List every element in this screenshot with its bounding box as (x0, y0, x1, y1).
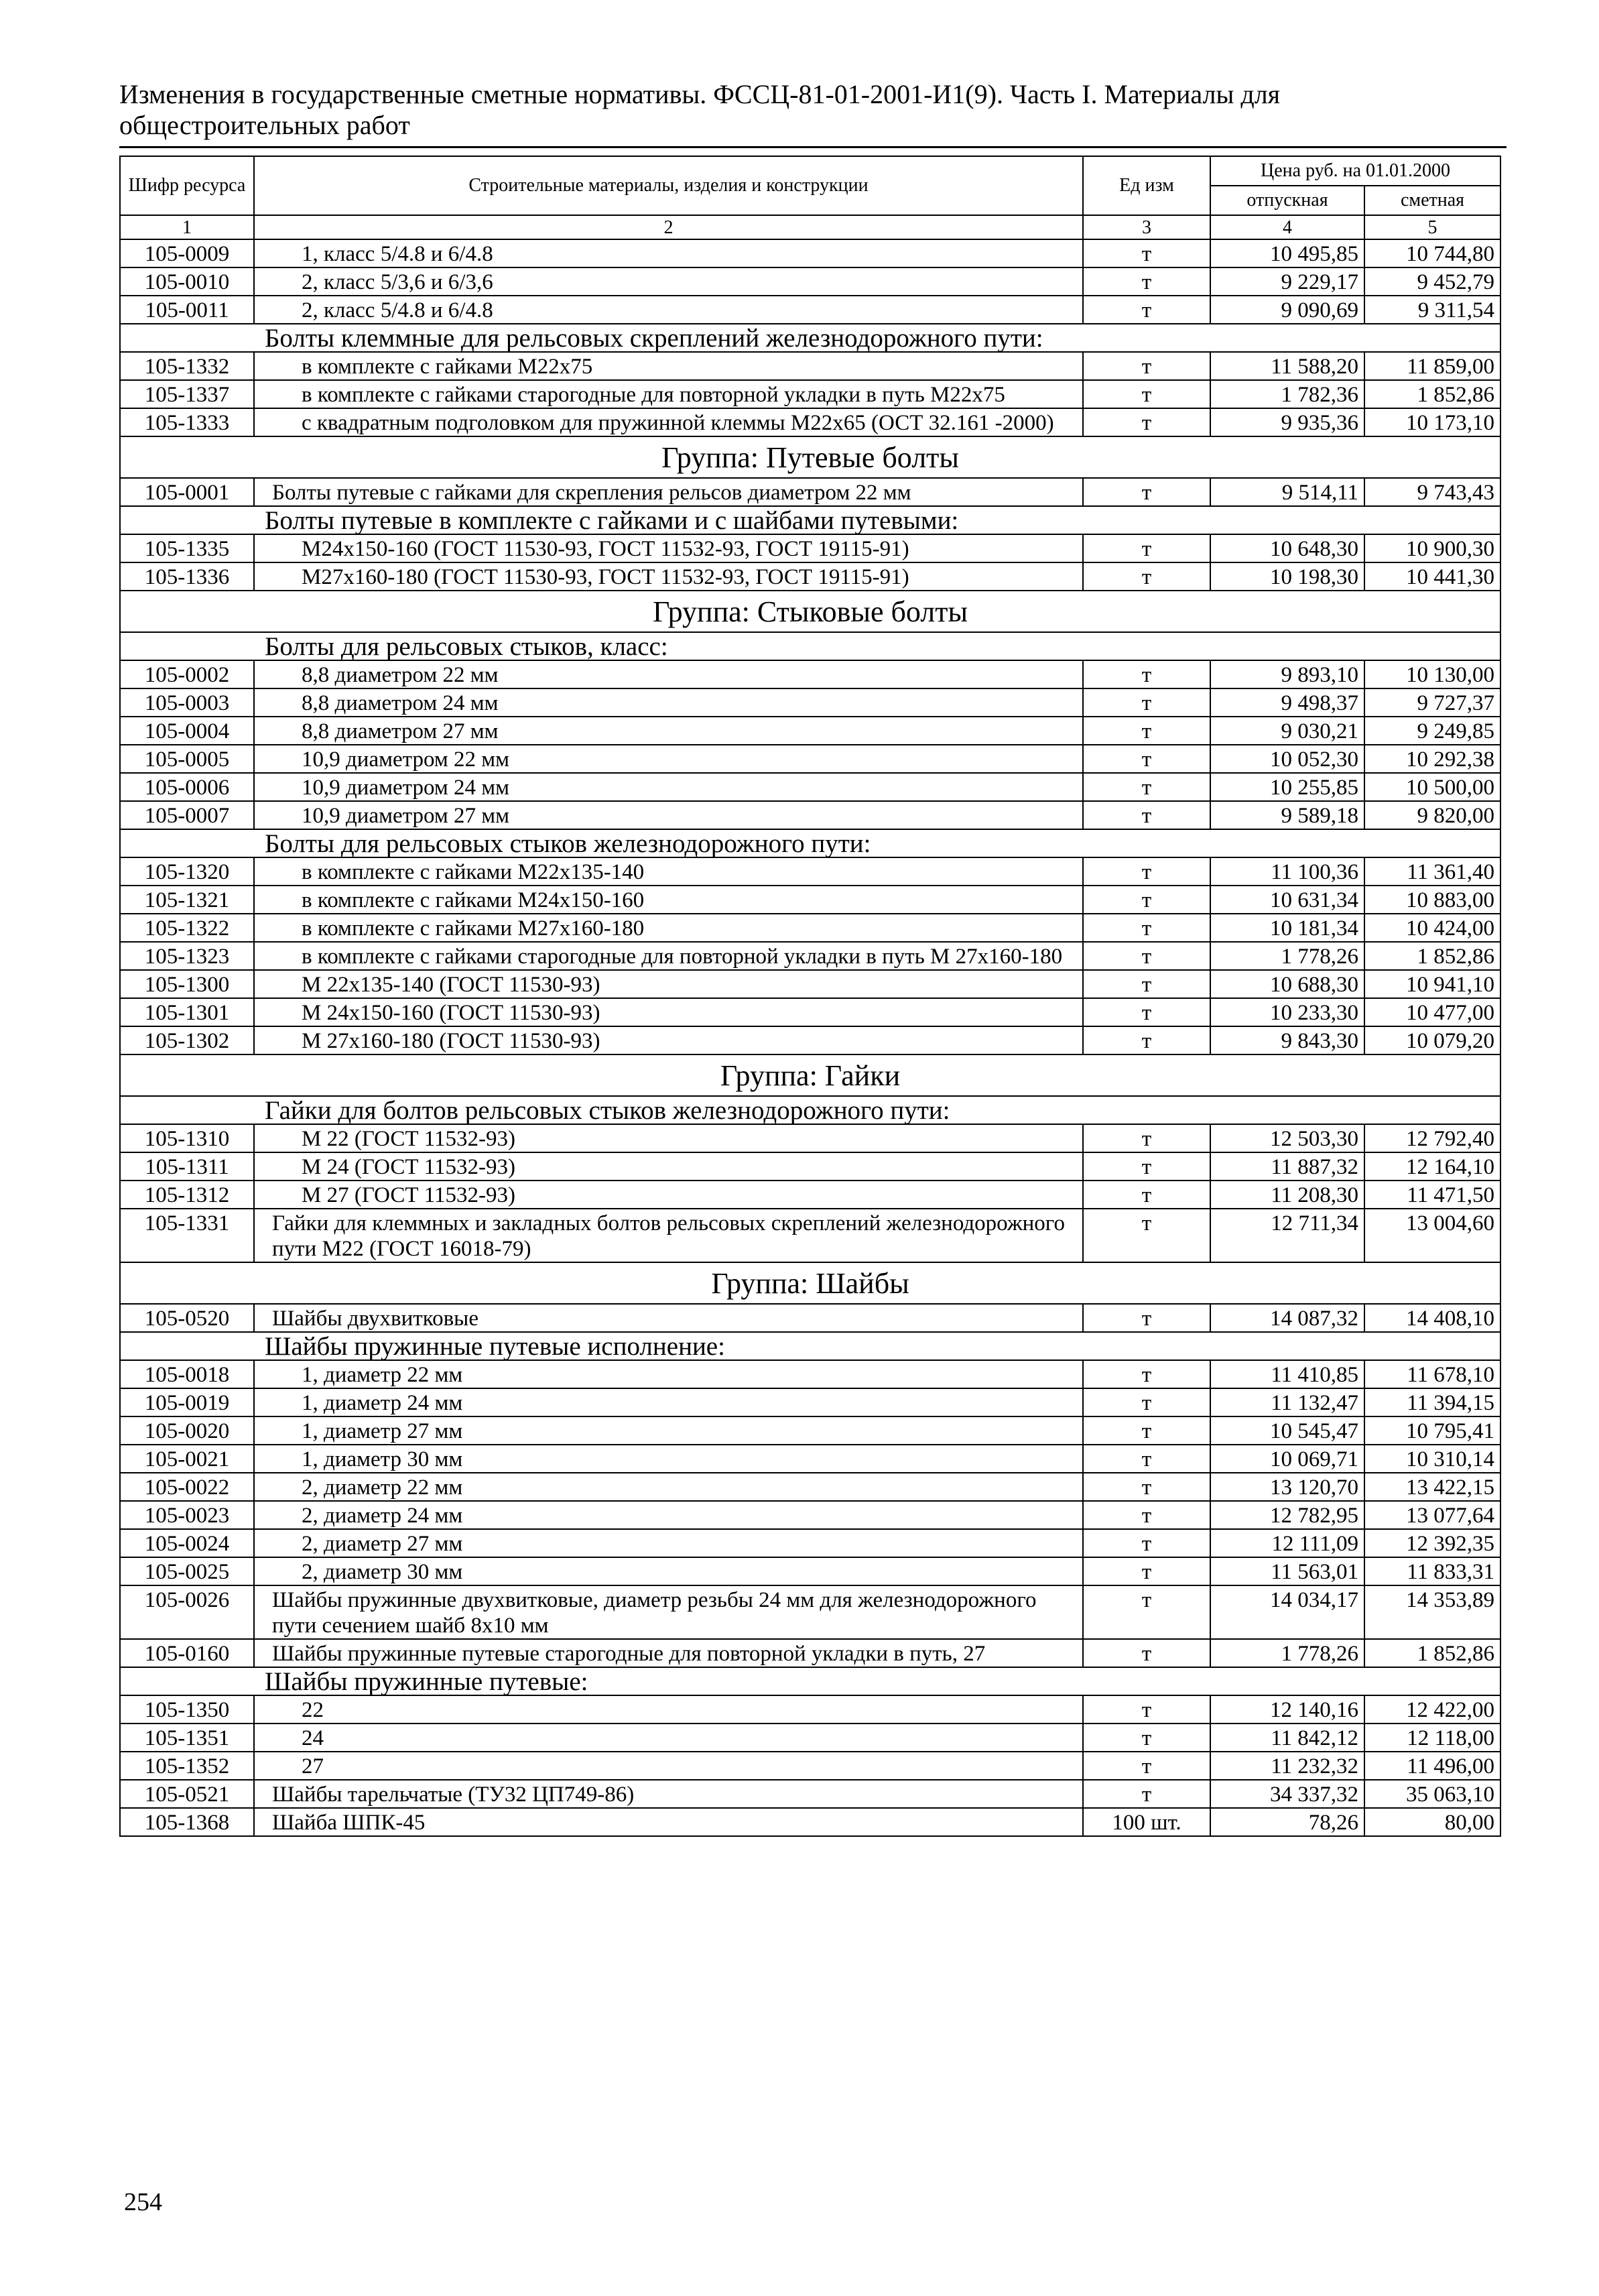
release-price: 9 935,36 (1210, 408, 1364, 436)
estimate-price: 11 678,10 (1364, 1360, 1500, 1388)
release-price: 9 090,69 (1210, 296, 1364, 324)
subheader-text: Шайбы пружинные путевые: (120, 1667, 1500, 1695)
material-name: 1, диаметр 22 мм (254, 1360, 1083, 1388)
unit: т (1083, 1752, 1210, 1780)
resource-code: 105-0007 (120, 801, 254, 829)
unit: т (1083, 1780, 1210, 1808)
material-name: 2, диаметр 27 мм (254, 1529, 1083, 1557)
material-name: 1, диаметр 24 мм (254, 1388, 1083, 1416)
release-price: 10 545,47 (1210, 1416, 1364, 1445)
resource-code: 105-1336 (120, 562, 254, 591)
group-title: Группа: Путевые болты (120, 436, 1500, 478)
unit: т (1083, 352, 1210, 380)
release-price: 11 887,32 (1210, 1152, 1364, 1181)
unit: т (1083, 239, 1210, 267)
resource-code: 105-0022 (120, 1473, 254, 1501)
material-name: 10,9 диаметром 24 мм (254, 773, 1083, 801)
table-row (120, 688, 1500, 717)
release-price: 12 782,95 (1210, 1501, 1364, 1529)
table-row (120, 1473, 1500, 1501)
unit: т (1083, 1585, 1210, 1639)
material-name: 10,9 диаметром 27 мм (254, 801, 1083, 829)
title-rule (119, 146, 1507, 148)
table-row (120, 970, 1500, 998)
resource-code: 105-1320 (120, 857, 254, 886)
resource-code: 105-0025 (120, 1557, 254, 1585)
release-price: 11 410,85 (1210, 1360, 1364, 1388)
unit: т (1083, 1304, 1210, 1332)
resource-code: 105-1311 (120, 1152, 254, 1181)
release-price: 12 111,09 (1210, 1529, 1364, 1557)
table-row (120, 1639, 1500, 1667)
resource-code: 105-0019 (120, 1388, 254, 1416)
material-name: в комплекте с гайками М24х150-160 (254, 886, 1083, 914)
resource-code: 105-0520 (120, 1304, 254, 1332)
resource-code: 105-0003 (120, 688, 254, 717)
resource-code: 105-0011 (120, 296, 254, 324)
unit: т (1083, 998, 1210, 1026)
release-price: 14 034,17 (1210, 1585, 1364, 1639)
resource-code: 105-0001 (120, 478, 254, 506)
estimate-price: 80,00 (1364, 1808, 1500, 1836)
release-price: 1 782,36 (1210, 380, 1364, 408)
resource-code: 105-1350 (120, 1695, 254, 1724)
subheader-text: Шайбы пружинные путевые исполнение: (120, 1332, 1500, 1360)
estimate-price: 9 452,79 (1364, 267, 1500, 296)
resource-code: 105-0160 (120, 1639, 254, 1667)
column-number: 5 (1364, 215, 1500, 239)
estimate-price: 10 500,00 (1364, 773, 1500, 801)
resource-code: 105-0021 (120, 1445, 254, 1473)
group-title: Группа: Стыковые болты (120, 591, 1500, 632)
table-row (120, 239, 1500, 267)
release-price: 1 778,26 (1210, 942, 1364, 970)
unit: т (1083, 914, 1210, 942)
release-price: 12 140,16 (1210, 1695, 1364, 1724)
unit: т (1083, 857, 1210, 886)
unit: т (1083, 1724, 1210, 1752)
subheader-row (120, 829, 1500, 857)
group-title: Группа: Шайбы (120, 1262, 1500, 1304)
table-row (120, 478, 1500, 506)
release-price: 10 069,71 (1210, 1445, 1364, 1473)
material-name: Шайбы пружинные двухвитковые, диаметр резьбы 24 мм для железнодорожного пути сечением шайб 8х10 мм (254, 1585, 1083, 1639)
release-price: 10 631,34 (1210, 886, 1364, 914)
table-row (120, 1808, 1500, 1836)
table-row (120, 745, 1500, 773)
estimate-price: 1 852,86 (1364, 380, 1500, 408)
release-price: 14 087,32 (1210, 1304, 1364, 1332)
resource-code: 105-1323 (120, 942, 254, 970)
release-price: 11 842,12 (1210, 1724, 1364, 1752)
table-row (120, 408, 1500, 436)
release-price: 12 711,34 (1210, 1209, 1364, 1262)
release-price: 9 498,37 (1210, 688, 1364, 717)
unit: т (1083, 1152, 1210, 1181)
col-header-price: Цена руб. на 01.01.2000 (1210, 156, 1500, 186)
table-row (120, 1209, 1500, 1262)
material-name: 8,8 диаметром 22 мм (254, 660, 1083, 688)
unit: т (1083, 1501, 1210, 1529)
table-row (120, 857, 1500, 886)
material-name: 2, класс 5/4.8 и 6/4.8 (254, 296, 1083, 324)
unit: т (1083, 688, 1210, 717)
page-title: Изменения в государственные сметные нормативы. ФССЦ-81-01-2001-И1(9). Часть I. Материалы для общестроительных работ (119, 79, 1281, 140)
estimate-price: 1 852,86 (1364, 942, 1500, 970)
estimate-price: 1 852,86 (1364, 1639, 1500, 1667)
col-header-estimate: сметная (1364, 186, 1500, 215)
unit: т (1083, 801, 1210, 829)
material-name: в комплекте с гайками М22х75 (254, 352, 1083, 380)
estimate-price: 10 941,10 (1364, 970, 1500, 998)
material-name: 2, диаметр 22 мм (254, 1473, 1083, 1501)
resource-code: 105-1335 (120, 534, 254, 562)
table-row (120, 1445, 1500, 1473)
page-number: 254 (124, 2188, 162, 2216)
estimate-price: 10 424,00 (1364, 914, 1500, 942)
subheader-row (120, 1667, 1500, 1695)
table-row (120, 998, 1500, 1026)
table-row (120, 1026, 1500, 1054)
column-number: 1 (120, 215, 254, 239)
release-price: 9 843,30 (1210, 1026, 1364, 1054)
unit: т (1083, 660, 1210, 688)
estimate-price: 9 727,37 (1364, 688, 1500, 717)
unit: т (1083, 970, 1210, 998)
table-row (120, 773, 1500, 801)
resource-code: 105-1321 (120, 886, 254, 914)
unit: т (1083, 562, 1210, 591)
estimate-price: 10 795,41 (1364, 1416, 1500, 1445)
material-name: 2, диаметр 24 мм (254, 1501, 1083, 1529)
estimate-price: 10 292,38 (1364, 745, 1500, 773)
group-row (120, 1262, 1500, 1304)
unit: т (1083, 1209, 1210, 1262)
unit: т (1083, 773, 1210, 801)
material-name: Гайки для клеммных и закладных болтов рельсовых скреплений железнодорожного пути М22 (ГОСТ 16018-79) (254, 1209, 1083, 1262)
material-name: 1, диаметр 27 мм (254, 1416, 1083, 1445)
table-row (120, 717, 1500, 745)
estimate-price: 11 833,31 (1364, 1557, 1500, 1585)
material-name: Шайбы двухвитковые (254, 1304, 1083, 1332)
unit: т (1083, 267, 1210, 296)
estimate-price: 11 471,50 (1364, 1181, 1500, 1209)
table-row (120, 1124, 1500, 1152)
resource-code: 105-0521 (120, 1780, 254, 1808)
unit: т (1083, 478, 1210, 506)
subheader-row (120, 632, 1500, 660)
estimate-price: 10 441,30 (1364, 562, 1500, 591)
unit: т (1083, 886, 1210, 914)
resource-code: 105-1310 (120, 1124, 254, 1152)
release-price: 9 229,17 (1210, 267, 1364, 296)
table-row (120, 914, 1500, 942)
material-name: 1, класс 5/4.8 и 6/4.8 (254, 239, 1083, 267)
table-row (120, 1181, 1500, 1209)
subheader-row (120, 506, 1500, 534)
table-row (120, 296, 1500, 324)
table-row (120, 1695, 1500, 1724)
unit: т (1083, 1529, 1210, 1557)
subheader-row (120, 1332, 1500, 1360)
unit: т (1083, 380, 1210, 408)
estimate-price: 12 392,35 (1364, 1529, 1500, 1557)
table-row (120, 942, 1500, 970)
subheader-text: Болты путевые в комплекте с гайками и с шайбами путевыми: (120, 506, 1500, 534)
column-number-row (120, 215, 1500, 239)
resource-code: 105-1352 (120, 1752, 254, 1780)
estimate-price: 11 394,15 (1364, 1388, 1500, 1416)
unit: т (1083, 1360, 1210, 1388)
material-name: в комплекте с гайками старогодные для повторной укладки в путь М22х75 (254, 380, 1083, 408)
material-name: в комплекте с гайками старогодные для повторной укладки в путь М 27х160-180 (254, 942, 1083, 970)
resource-code: 105-1368 (120, 1808, 254, 1836)
resource-code: 105-0024 (120, 1529, 254, 1557)
release-price: 10 688,30 (1210, 970, 1364, 998)
column-number: 3 (1083, 215, 1210, 239)
table-row (120, 1752, 1500, 1780)
col-header-release: отпускная (1210, 186, 1364, 215)
estimate-price: 11 859,00 (1364, 352, 1500, 380)
material-name: 22 (254, 1695, 1083, 1724)
resource-code: 105-1351 (120, 1724, 254, 1752)
table-row (120, 562, 1500, 591)
table-row (120, 380, 1500, 408)
table-row (120, 1152, 1500, 1181)
table-row (120, 352, 1500, 380)
estimate-price: 13 422,15 (1364, 1473, 1500, 1501)
release-price: 9 514,11 (1210, 478, 1364, 506)
estimate-price: 9 311,54 (1364, 296, 1500, 324)
table-row (120, 660, 1500, 688)
material-name: М24х150-160 (ГОСТ 11530-93, ГОСТ 11532-93, ГОСТ 19115-91) (254, 534, 1083, 562)
group-row (120, 1054, 1500, 1096)
estimate-price: 10 883,00 (1364, 886, 1500, 914)
unit: т (1083, 1557, 1210, 1585)
table-row (120, 267, 1500, 296)
table-row (120, 1724, 1500, 1752)
material-name: М 27х160-180 (ГОСТ 11530-93) (254, 1026, 1083, 1054)
resource-code: 105-1300 (120, 970, 254, 998)
subheader-text: Болты для рельсовых стыков, класс: (120, 632, 1500, 660)
estimate-price: 10 079,20 (1364, 1026, 1500, 1054)
release-price: 10 198,30 (1210, 562, 1364, 591)
estimate-price: 12 422,00 (1364, 1695, 1500, 1724)
release-price: 78,26 (1210, 1808, 1364, 1836)
resource-code: 105-0010 (120, 267, 254, 296)
resource-code: 105-1331 (120, 1209, 254, 1262)
unit: т (1083, 1445, 1210, 1473)
resource-code: 105-0026 (120, 1585, 254, 1639)
release-price: 10 255,85 (1210, 773, 1364, 801)
resource-code: 105-1322 (120, 914, 254, 942)
group-title: Группа: Гайки (120, 1054, 1500, 1096)
material-name: 8,8 диаметром 27 мм (254, 717, 1083, 745)
resource-code: 105-0006 (120, 773, 254, 801)
estimate-price: 14 353,89 (1364, 1585, 1500, 1639)
material-name: 2, класс 5/3,6 и 6/3,6 (254, 267, 1083, 296)
release-price: 10 052,30 (1210, 745, 1364, 773)
resource-code: 105-0018 (120, 1360, 254, 1388)
unit: т (1083, 296, 1210, 324)
resource-code: 105-1333 (120, 408, 254, 436)
resource-code: 105-0020 (120, 1416, 254, 1445)
material-name: 24 (254, 1724, 1083, 1752)
material-name: Шайбы пружинные путевые старогодные для повторной укладки в путь, 27 (254, 1639, 1083, 1667)
material-name: с квадратным подголовком для пружинной клеммы М22х65 (ОСТ 32.161 -2000) (254, 408, 1083, 436)
release-price: 11 232,32 (1210, 1752, 1364, 1780)
unit: т (1083, 1181, 1210, 1209)
estimate-price: 10 744,80 (1364, 239, 1500, 267)
col-header-code: Шифр ресурса (120, 156, 254, 215)
table-body (120, 239, 1500, 1836)
release-price: 10 181,34 (1210, 914, 1364, 942)
table-row (120, 1304, 1500, 1332)
resource-code: 105-1312 (120, 1181, 254, 1209)
material-name: М 22 (ГОСТ 11532-93) (254, 1124, 1083, 1152)
material-name: 2, диаметр 30 мм (254, 1557, 1083, 1585)
material-name: М 27 (ГОСТ 11532-93) (254, 1181, 1083, 1209)
material-name: в комплекте с гайками М27х160-180 (254, 914, 1083, 942)
release-price: 11 132,47 (1210, 1388, 1364, 1416)
release-price: 13 120,70 (1210, 1473, 1364, 1501)
material-name: М27х160-180 (ГОСТ 11530-93, ГОСТ 11532-93, ГОСТ 19115-91) (254, 562, 1083, 591)
group-row (120, 591, 1500, 632)
estimate-price: 10 310,14 (1364, 1445, 1500, 1473)
table-row (120, 1360, 1500, 1388)
column-number: 4 (1210, 215, 1364, 239)
table-row (120, 1557, 1500, 1585)
release-price: 10 648,30 (1210, 534, 1364, 562)
estimate-price: 13 004,60 (1364, 1209, 1500, 1262)
material-name: 8,8 диаметром 24 мм (254, 688, 1083, 717)
estimate-price: 35 063,10 (1364, 1780, 1500, 1808)
estimate-price: 13 077,64 (1364, 1501, 1500, 1529)
estimate-price: 12 792,40 (1364, 1124, 1500, 1152)
material-name: 27 (254, 1752, 1083, 1780)
subheader-row (120, 1096, 1500, 1124)
estimate-price: 10 173,10 (1364, 408, 1500, 436)
release-price: 9 893,10 (1210, 660, 1364, 688)
material-name: М 24 (ГОСТ 11532-93) (254, 1152, 1083, 1181)
release-price: 10 495,85 (1210, 239, 1364, 267)
price-table (119, 156, 1501, 1837)
group-row (120, 436, 1500, 478)
material-name: 1, диаметр 30 мм (254, 1445, 1083, 1473)
estimate-price: 10 130,00 (1364, 660, 1500, 688)
unit: 100 шт. (1083, 1808, 1210, 1836)
subheader-row (120, 324, 1500, 352)
estimate-price: 11 496,00 (1364, 1752, 1500, 1780)
estimate-price: 9 820,00 (1364, 801, 1500, 829)
subheader-text: Болты клеммные для рельсовых скреплений железнодорожного пути: (120, 324, 1500, 352)
unit: т (1083, 1639, 1210, 1667)
unit: т (1083, 534, 1210, 562)
release-price: 11 563,01 (1210, 1557, 1364, 1585)
material-name: Шайбы тарельчатые (ТУ32 ЦП749-86) (254, 1780, 1083, 1808)
resource-code: 105-1337 (120, 380, 254, 408)
material-name: Болты путевые с гайками для скрепления рельсов диаметром 22 мм (254, 478, 1083, 506)
table-row (120, 1585, 1500, 1639)
material-name: Шайба ШПК-45 (254, 1808, 1083, 1836)
estimate-price: 14 408,10 (1364, 1304, 1500, 1332)
unit: т (1083, 717, 1210, 745)
col-header-unit: Ед изм (1083, 156, 1210, 215)
unit: т (1083, 1695, 1210, 1724)
release-price: 11 208,30 (1210, 1181, 1364, 1209)
release-price: 11 588,20 (1210, 352, 1364, 380)
table-row (120, 801, 1500, 829)
material-name: 10,9 диаметром 22 мм (254, 745, 1083, 773)
table-row (120, 1529, 1500, 1557)
release-price: 11 100,36 (1210, 857, 1364, 886)
table-row (120, 1388, 1500, 1416)
unit: т (1083, 745, 1210, 773)
table-row (120, 886, 1500, 914)
table-row (120, 1416, 1500, 1445)
unit: т (1083, 942, 1210, 970)
resource-code: 105-0005 (120, 745, 254, 773)
resource-code: 105-1302 (120, 1026, 254, 1054)
estimate-price: 12 164,10 (1364, 1152, 1500, 1181)
resource-code: 105-0002 (120, 660, 254, 688)
estimate-price: 12 118,00 (1364, 1724, 1500, 1752)
material-name: в комплекте с гайками М22х135-140 (254, 857, 1083, 886)
resource-code: 105-0009 (120, 239, 254, 267)
resource-code: 105-1332 (120, 352, 254, 380)
col-header-name: Строительные материалы, изделия и конструкции (254, 156, 1083, 215)
table-row (120, 1501, 1500, 1529)
table-header (120, 156, 1500, 239)
estimate-price: 9 743,43 (1364, 478, 1500, 506)
release-price: 34 337,32 (1210, 1780, 1364, 1808)
estimate-price: 10 477,00 (1364, 998, 1500, 1026)
resource-code: 105-0004 (120, 717, 254, 745)
release-price: 1 778,26 (1210, 1639, 1364, 1667)
material-name: М 22х135-140 (ГОСТ 11530-93) (254, 970, 1083, 998)
unit: т (1083, 1026, 1210, 1054)
column-number: 2 (254, 215, 1083, 239)
material-name: М 24х150-160 (ГОСТ 11530-93) (254, 998, 1083, 1026)
unit: т (1083, 1416, 1210, 1445)
resource-code: 105-1301 (120, 998, 254, 1026)
release-price: 9 030,21 (1210, 717, 1364, 745)
unit: т (1083, 1124, 1210, 1152)
release-price: 10 233,30 (1210, 998, 1364, 1026)
release-price: 9 589,18 (1210, 801, 1364, 829)
unit: т (1083, 1473, 1210, 1501)
table-row (120, 534, 1500, 562)
release-price: 12 503,30 (1210, 1124, 1364, 1152)
estimate-price: 9 249,85 (1364, 717, 1500, 745)
unit: т (1083, 1388, 1210, 1416)
subheader-text: Болты для рельсовых стыков железнодорожного пути: (120, 829, 1500, 857)
unit: т (1083, 408, 1210, 436)
estimate-price: 11 361,40 (1364, 857, 1500, 886)
subheader-text: Гайки для болтов рельсовых стыков железнодорожного пути: (120, 1096, 1500, 1124)
estimate-price: 10 900,30 (1364, 534, 1500, 562)
table-row (120, 1780, 1500, 1808)
resource-code: 105-0023 (120, 1501, 254, 1529)
